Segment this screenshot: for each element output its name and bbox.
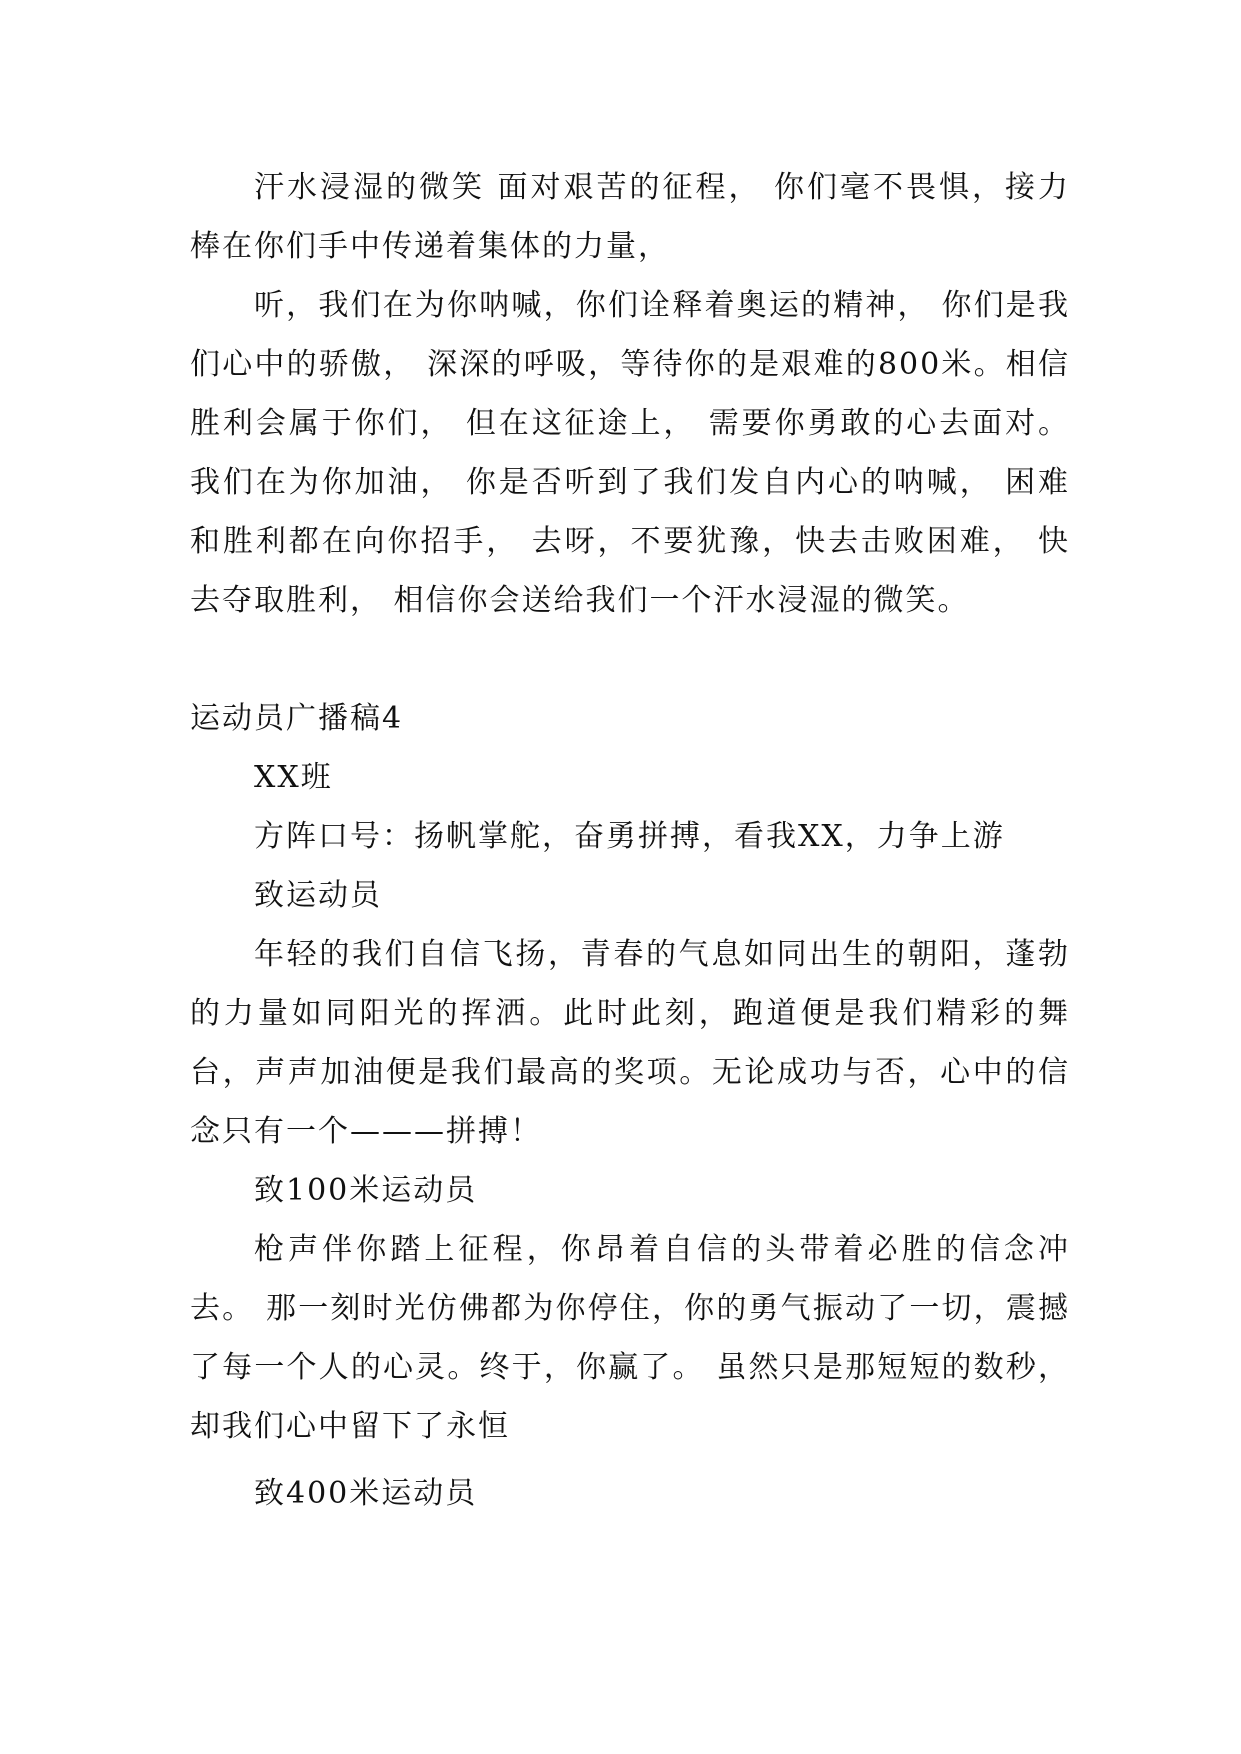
paragraph-relay: 汗水浸湿的微笑 面对艰苦的征程， 你们毫不畏惧，接力棒在你们手中传递着集体的力量，	[190, 170, 1070, 264]
spacer	[190, 1456, 1070, 1464]
paragraph-800m: 听，我们在为你呐喊，你们诠释着奥运的精神， 你们是我们心中的骄傲， 深深的呼吸，等待你的是艰难的800米。相信胜利会属于你们， 但在这征途上， 需要你勇敢的心去面对。 我们在为你加油， 你是否听到了我们发自内心的呐喊， 困难和胜利都在向你招手， 去呀，不要犹豫，快去击败困难， 快去夺取胜利， 相信你会送给我们一个汗水浸湿的微笑。	[190, 288, 1070, 618]
slogan: 方阵口号：扬帆掌舵，奋勇拼搏，看我XX，力争上游	[254, 819, 1005, 854]
heading-to-100m: 致100米运动员	[254, 1173, 478, 1208]
class-label: XX班	[254, 760, 333, 795]
section-title: 运动员广播稿4	[190, 701, 404, 736]
spacer	[190, 630, 1070, 689]
paragraph-athletes: 年轻的我们自信飞扬，青春的气息如同出生的朝阳，蓬勃的力量如同阳光的挥洒。此时此刻，跑道便是我们精彩的舞台，声声加油便是我们最高的奖项。无论成功与否，心中的信念只有一个———拼搏！	[190, 937, 1070, 1149]
heading-to-athletes: 致运动员	[254, 878, 382, 913]
paragraph-100m: 枪声伴你踏上征程，你昂着自信的头带着必胜的信念冲去。 那一刻时光仿佛都为你停住，你的勇气振动了一切，震撼了每一个人的心灵。终于，你赢了。 虽然只是那短短的数秒，却我们心中留下了永恒	[190, 1232, 1070, 1444]
document-body	[190, 158, 1070, 1523]
heading-to-400m: 致400米运动员	[254, 1476, 478, 1511]
